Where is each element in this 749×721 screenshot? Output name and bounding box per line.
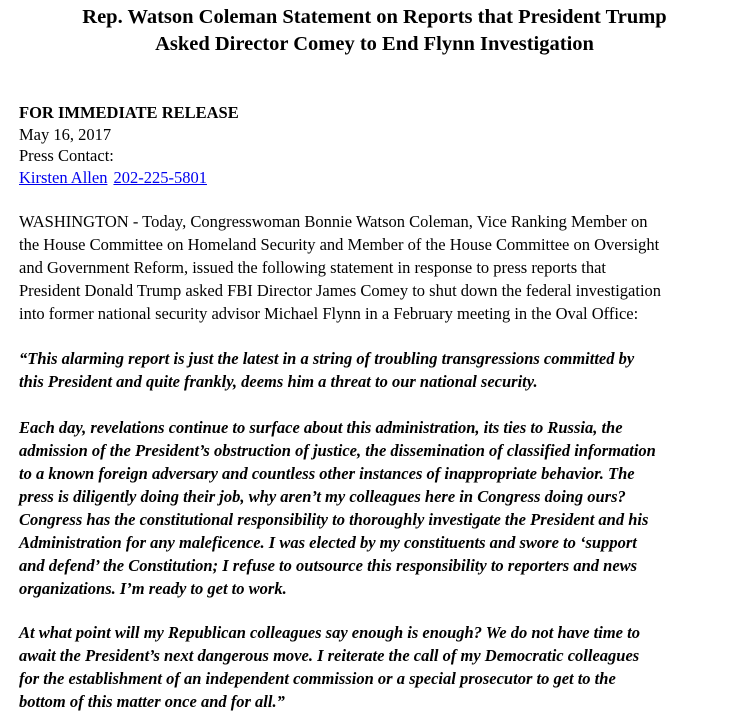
contact-name-link[interactable]: Kirsten Allen (19, 167, 108, 187)
paragraph-line: organizations. I’m ready to get to work. (19, 579, 287, 598)
press-contact (19, 167, 239, 189)
paragraph-line: “This alarming report is just the latest in a string of troubling transgressions committed by (19, 349, 635, 368)
quote-paragraph-2 (19, 416, 734, 600)
paragraph-line: and Government Reform, issued the following statement in response to press reports that (19, 258, 606, 277)
paragraph-line: await the President’s next dangerous move. I reiterate the call of my Democratic colleagues (19, 646, 640, 665)
paragraph-line: WASHINGTON - Today, Congresswoman Bonnie Watson Coleman, Vice Ranking Member on (19, 212, 648, 231)
quote-paragraph-3 (19, 621, 734, 713)
release-date: May 16, 2017 (19, 124, 112, 144)
page-title (0, 4, 749, 58)
paragraph-line: this President and quite frankly, deems him a threat to our national security. (19, 372, 538, 391)
quote-paragraph-1 (19, 347, 734, 393)
paragraph-line: At what point will my Republican colleagues say enough is enough? We do not have time to (19, 623, 640, 642)
paragraph-line: to a known foreign adversary and countless other instances of inappropriate behavior. The (19, 464, 635, 483)
contact-phone-link[interactable]: 202-225-5801 (113, 167, 207, 187)
title-line: Asked Director Comey to End Flynn Investigation (155, 33, 594, 55)
paragraph-line: Each day, revelations continue to surface about this administration, its ties to Russia, the (19, 418, 623, 437)
intro-paragraph (19, 210, 734, 325)
paragraph-line: the House Committee on Homeland Security and Member of the House Committee on Oversight (19, 235, 660, 254)
paragraph-line: and defend’ the Constitution; I refuse to outsource this responsibility to reporters and news (19, 556, 638, 575)
paragraph-line: admission of the President’s obstruction of justice, the dissemination of classified information (19, 441, 656, 460)
paragraph-line: for the establishment of an independent commission or a special prosecutor to get to the (19, 669, 616, 688)
press-contact-label: Press Contact: (19, 146, 114, 165)
paragraph-line: press is diligently doing their job, why aren’t my colleagues here in Congress doing ours? (19, 487, 626, 506)
release-label: FOR IMMEDIATE RELEASE (19, 103, 239, 122)
paragraph-line: Congress has the constitutional responsibility to thoroughly investigate the President and his (19, 510, 649, 529)
release-info (19, 102, 239, 188)
paragraph-line: bottom of this matter once and for all.” (19, 692, 285, 711)
title-line: Rep. Watson Coleman Statement on Reports that President Trump (82, 6, 667, 28)
paragraph-line: Administration for any maleficence. I was elected by my constituents and swore to ‘support (19, 533, 637, 552)
paragraph-line: into former national security advisor Michael Flynn in a February meeting in the Oval Office: (19, 304, 639, 323)
paragraph-line: President Donald Trump asked FBI Director James Comey to shut down the federal investigation (19, 281, 662, 300)
